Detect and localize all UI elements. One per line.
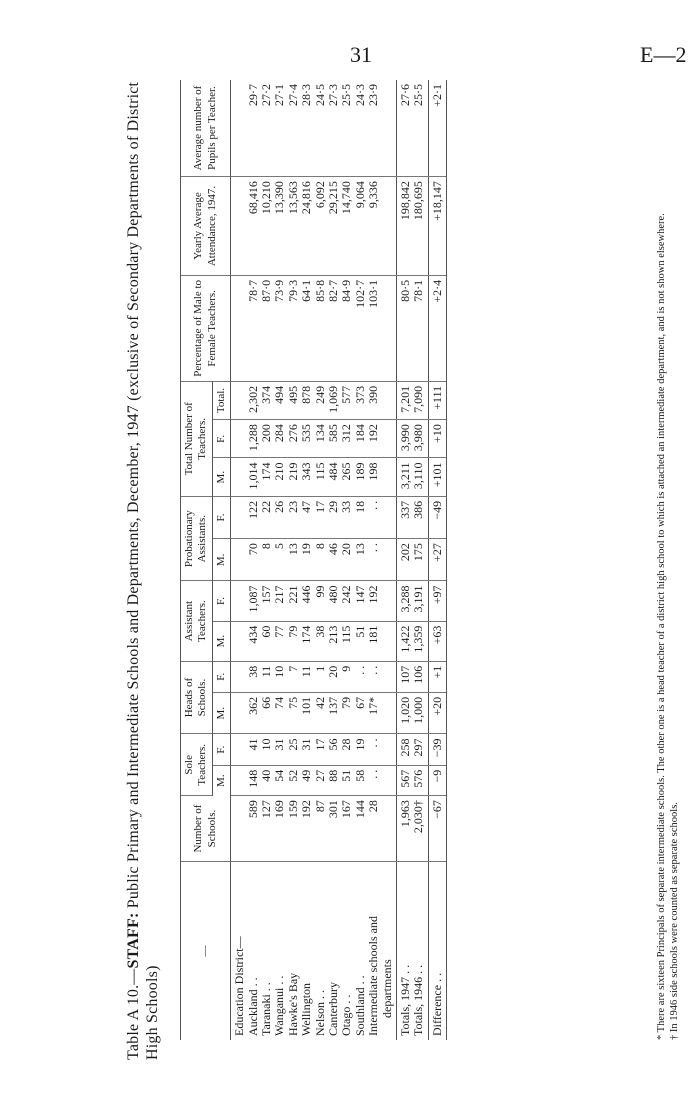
total-f-column [231, 420, 397, 458]
district-names [231, 862, 397, 1041]
table-cell: 42 [312, 696, 327, 709]
total-t-column [231, 381, 397, 419]
sub-header-f: F. [212, 496, 230, 538]
totals-prob-m [396, 539, 428, 581]
table-cell: 2,030† [411, 800, 426, 834]
table-cell: 75 [285, 696, 300, 709]
table-cell: 202 [397, 543, 412, 562]
sole-m-column [231, 765, 397, 795]
table-cell: 17 [312, 500, 327, 513]
table-cell: 567 [397, 769, 412, 788]
asst-m-column [231, 621, 397, 661]
table-cell: 157 [259, 585, 273, 604]
table-cell: 3,990 [397, 424, 412, 452]
table-cell: 38 [312, 625, 327, 638]
table-cell: 249 [312, 385, 327, 404]
table-cell: 7,201 [397, 385, 412, 413]
table-cell: 494 [272, 385, 287, 404]
totals-pupils [396, 80, 428, 177]
table-cell: 198,842 [397, 181, 412, 221]
table-cell: 1,288 [245, 424, 260, 452]
table-cell: 242 [339, 585, 354, 604]
table-cell: 1,963 [397, 800, 412, 828]
table-cell: 6,092 [312, 181, 327, 209]
table-cell: 337 [397, 500, 412, 519]
spacer [233, 586, 246, 617]
sub-header-total: Total. [212, 381, 230, 419]
table-cell: Auckland . . [245, 977, 260, 1036]
table-cell: Wellington [299, 982, 314, 1036]
table-cell: 31 [272, 738, 287, 751]
attendance-header: Yearly Average Attendance, 1947. [181, 177, 231, 276]
table-cell: 77 [272, 625, 287, 638]
table-cell: 19 [352, 738, 367, 751]
table-cell: 2,302 [245, 385, 260, 413]
spacer [233, 386, 246, 415]
footnote-dagger: † In 1946 side schools were counted as separate schools. [669, 802, 680, 1040]
title-bold: STAFF: [125, 912, 142, 969]
table-cell: . . [366, 543, 381, 553]
table-cell: 13,390 [272, 181, 287, 215]
district-name: departments [379, 959, 394, 1018]
report-reference: E—2 [640, 42, 687, 67]
table-cell: 79 [339, 696, 354, 709]
table-cell: 17* [366, 696, 381, 715]
difference-sole-f: −39 [428, 734, 446, 765]
table-cell: 495 [285, 385, 300, 404]
title-prefix: Table A 10.— [125, 968, 142, 1060]
sole-f-column [231, 734, 397, 765]
table-cell: 480 [325, 585, 340, 604]
table-cell: 29,215 [325, 181, 340, 215]
table-cell: 88 [325, 769, 340, 782]
difference-row [428, 80, 446, 1040]
totals-heads-m [396, 692, 428, 734]
table-cell: 167 [339, 800, 354, 819]
table-cell: 54 [272, 769, 287, 782]
pct-column [231, 275, 397, 381]
spacer [233, 666, 246, 688]
difference-asst-f: +97 [428, 581, 446, 621]
table-cell: 115 [339, 625, 354, 644]
table-cell: Totals, 1947 . . [397, 964, 412, 1036]
table-title [124, 70, 162, 1060]
spacer [233, 697, 246, 730]
table-cell: . . [366, 738, 381, 748]
table-cell: 147 [352, 585, 367, 604]
table-cell: 5 [272, 543, 287, 550]
table-cell: 51 [352, 625, 367, 638]
table-cell: 23 [285, 500, 300, 513]
prob-m-column [231, 539, 397, 581]
table-cell: 390 [366, 385, 381, 404]
spacer [233, 501, 246, 534]
sub-header-m: M. [212, 765, 230, 795]
difference-heads-m: +20 [428, 692, 446, 734]
difference-asst-m: +63 [428, 621, 446, 661]
table-cell: 73·9 [272, 279, 287, 302]
table-cell: 29·7 [245, 84, 260, 106]
table-cell: 85·8 [312, 279, 327, 302]
table-cell: Wanganui . . [272, 975, 287, 1036]
table-cell: 24,816 [299, 181, 314, 215]
table-cell: 276 [285, 424, 300, 443]
table-cell: 47 [299, 500, 314, 513]
table-cell: 1 [312, 665, 327, 672]
table-cell: 13 [285, 543, 300, 556]
table-cell: Nelson . . [312, 990, 327, 1036]
spacer [233, 800, 246, 857]
spacer [233, 84, 246, 172]
table-cell: 99 [312, 585, 327, 598]
table-cell: 29 [325, 500, 340, 513]
asst-f-column [231, 581, 397, 621]
table-cell: 1,087 [245, 585, 260, 613]
footnote-asterisk: * There are sixteen Principals of separate intermediate schools. The other one is a head teacher of a district high school to which is attached an intermediate department, and is not shown elsewhere. [656, 213, 667, 1040]
table-cell: 127 [259, 800, 273, 819]
table-cell: Canterbury [325, 982, 340, 1036]
table-cell: 74 [272, 696, 287, 709]
table-cell: 27·1 [272, 84, 287, 106]
table-cell: 213 [325, 625, 340, 644]
table-cell: 102·7 [352, 279, 367, 308]
table-cell: 301 [325, 800, 340, 819]
table-cell: 27·6 [397, 84, 412, 106]
table-cell: 27·4 [285, 84, 300, 106]
table-cell: 56 [325, 738, 340, 751]
pupils-column [231, 80, 397, 177]
table-cell: 192 [366, 424, 381, 443]
table-cell: 79·3 [285, 279, 300, 302]
table-cell: 484 [325, 462, 340, 481]
table-cell: 70 [245, 543, 260, 556]
spacer [233, 280, 246, 377]
table-cell: 9 [339, 665, 354, 672]
table-cell: 115 [312, 462, 327, 481]
table-cell: 174 [299, 625, 314, 644]
difference-prob-m: +27 [428, 539, 446, 581]
totals-labels [396, 862, 428, 1041]
heads-header: Heads of Schools. [181, 661, 213, 734]
table-cell: 169 [272, 800, 287, 819]
table-cell: 13,563 [285, 181, 300, 215]
spacer [233, 424, 246, 453]
footnotes [655, 80, 681, 1040]
table-cell: 33 [339, 500, 354, 513]
table-cell: 8 [312, 543, 327, 550]
table-cell: 41 [245, 738, 260, 751]
table-cell: 8 [259, 543, 273, 550]
table-cell: 122 [245, 500, 260, 519]
table-cell: 82·7 [325, 279, 340, 302]
table-cell: 24·5 [312, 84, 327, 106]
table-cell: 24·3 [352, 84, 367, 106]
table-cell: 3,980 [411, 424, 426, 452]
table-cell: 17 [312, 738, 327, 751]
table-cell: 3,211 [397, 462, 412, 490]
sub-header-m: M. [212, 539, 230, 581]
sub-header-f: F. [212, 420, 230, 458]
sub-header-f: F. [212, 581, 230, 621]
table-cell: 386 [411, 500, 426, 519]
table-cell: 200 [259, 424, 273, 443]
table-cell: 11 [299, 665, 314, 678]
table-cell: 175 [411, 543, 426, 562]
table-cell: 174 [259, 462, 273, 481]
difference-heads-f: +1 [428, 661, 446, 692]
district-name: Intermediate schools and [366, 916, 381, 1036]
table-cell: 374 [259, 385, 273, 404]
sub-header-m: M. [212, 458, 230, 496]
table-cell: 20 [339, 543, 354, 556]
table-cell: 9,064 [352, 181, 367, 209]
table-cell: 78·1 [411, 279, 426, 302]
table-cell: 66 [259, 696, 273, 709]
table-cell: 25 [285, 738, 300, 751]
table-cell: 446 [299, 585, 314, 604]
table-cell: Hawke's Bay [285, 972, 300, 1036]
table-cell: . . [366, 769, 381, 779]
staff-table [180, 80, 447, 1040]
total-m-column [231, 458, 397, 496]
table-cell: 18 [352, 500, 367, 513]
table-cell: 23·9 [366, 84, 381, 106]
difference-tot-t: +111 [428, 381, 446, 419]
sole-header: Sole Teachers. [181, 734, 213, 796]
difference-pct: +2·4 [428, 275, 446, 381]
table-cell: 79 [285, 625, 300, 638]
totals-tot-t [396, 381, 428, 419]
table-cell: 7 [285, 665, 300, 672]
table-cell: 19 [299, 543, 314, 556]
totals-asst-f [396, 581, 428, 621]
table-cell: 217 [272, 585, 287, 604]
table-cell: 181 [366, 625, 381, 644]
table-cell: 134 [312, 424, 327, 443]
table-cell: 46 [325, 543, 340, 556]
table-cell: 25·5 [411, 84, 426, 106]
heads-m-column [231, 692, 397, 734]
difference-prob-f: −49 [428, 496, 446, 538]
table-cell: 535 [299, 424, 314, 443]
table-cell: 219 [285, 462, 300, 481]
spacer [233, 738, 246, 760]
table-cell: 28 [366, 800, 381, 813]
table-cell: 1,069 [325, 385, 340, 413]
page-number: 31 [350, 42, 372, 67]
difference-sole-m: −9 [428, 765, 446, 795]
table-cell: 103·1 [366, 279, 381, 308]
table-cell: 38 [245, 665, 260, 678]
difference-schools: −67 [428, 796, 446, 862]
table-cell: 210 [272, 462, 287, 481]
table-cell: Southland . . [352, 975, 367, 1036]
rotated-table-page [110, 60, 690, 1080]
table-cell: 67 [352, 696, 367, 709]
table-cell: 28 [339, 738, 354, 751]
totals-attendance [396, 177, 428, 276]
table-cell: 159 [285, 800, 300, 819]
table-cell: 1,422 [397, 625, 412, 653]
table-cell: 1,359 [411, 625, 426, 653]
district-heading: Education District— [232, 936, 247, 1036]
table-cell: 84·9 [339, 279, 354, 302]
totals-schools [396, 796, 428, 862]
heads-f-column [231, 661, 397, 692]
table-cell: 51 [339, 769, 354, 782]
table-cell: 10,210 [259, 181, 273, 215]
table-cell: 11 [259, 665, 273, 678]
table-cell: 7,090 [411, 385, 426, 413]
district-rows [231, 80, 397, 1040]
assistant-header: Assistant Teachers. [181, 581, 213, 661]
table-cell: 14,740 [339, 181, 354, 215]
difference-tot-f: +10 [428, 420, 446, 458]
table-cell: 258 [397, 738, 412, 757]
table-cell: 101 [299, 696, 314, 715]
table-cell: 576 [411, 769, 426, 788]
spacer [233, 543, 246, 576]
table-cell: 60 [259, 625, 273, 638]
table-cell: 78·7 [245, 279, 260, 302]
sub-header-f: F. [212, 661, 230, 692]
table-cell: 265 [339, 462, 354, 481]
attendance-column [231, 177, 397, 276]
table-cell: 10 [272, 665, 287, 678]
table-cell: Totals, 1946 . . [411, 964, 426, 1036]
table-cell: 68,416 [245, 181, 260, 215]
sub-header-m: M. [212, 621, 230, 661]
table-cell: 87 [312, 800, 327, 813]
table-cell: 87·0 [259, 279, 273, 302]
table-cell: 585 [325, 424, 340, 443]
totals-sole-f [396, 734, 428, 765]
totals-prob-f [396, 496, 428, 538]
difference-pupils: +2·1 [428, 80, 446, 177]
totals-tot-m [396, 458, 428, 496]
table-cell: 3,110 [411, 462, 426, 490]
table-cell: 434 [245, 625, 260, 644]
difference-tot-m: +101 [428, 458, 446, 496]
totals-rows [396, 80, 428, 1040]
totals-heads-f [396, 661, 428, 692]
table-cell: 284 [272, 424, 287, 443]
total-header: Total Number of Teachers. [181, 381, 213, 496]
sub-header-f: F. [212, 734, 230, 765]
totals-asst-m [396, 621, 428, 661]
table-cell: 52 [285, 769, 300, 782]
table-cell: 137 [325, 696, 340, 715]
pupils-header: Average number of Pupils per Teacher. [181, 80, 231, 177]
difference-attendance: +18,147 [428, 177, 446, 276]
spacer [233, 626, 246, 657]
table-cell: 58 [352, 769, 367, 782]
table-cell: . . [352, 665, 367, 675]
table-cell: 180,695 [411, 181, 426, 221]
table-cell: 25·5 [339, 84, 354, 106]
table-cell: 373 [352, 385, 367, 404]
table-cell: 297 [411, 738, 426, 757]
table-cell: 13 [352, 543, 367, 556]
table-cell: 107 [397, 665, 412, 684]
table-cell: . . [366, 665, 381, 675]
pct-header: Percentage of Male to Female Teachers. [181, 275, 231, 381]
schools-column [231, 796, 397, 862]
schools-header: Number of Schools. [181, 796, 231, 862]
table-cell: 878 [299, 385, 314, 404]
table-cell: 106 [411, 665, 426, 684]
table-cell: 3,191 [411, 585, 426, 613]
table-cell: 312 [339, 424, 354, 443]
sub-header-m: M. [212, 692, 230, 734]
table-cell: 28·3 [299, 84, 314, 106]
table-cell: 26 [272, 500, 287, 513]
table-cell: 189 [352, 462, 367, 481]
difference-label: Difference . . [428, 862, 446, 1041]
table-cell: 31 [299, 738, 314, 751]
table-cell: 80·5 [397, 279, 412, 302]
table-cell: Taranaki . . [259, 982, 273, 1036]
prob-f-column [231, 496, 397, 538]
table-cell: 148 [245, 769, 260, 788]
table-cell: 9,336 [366, 181, 381, 209]
table-cell: 198 [366, 462, 381, 481]
table-cell: 343 [299, 462, 314, 481]
spacer [233, 770, 246, 791]
table-cell: 1,020 [397, 696, 412, 724]
probationary-header: Probationary Assistants. [181, 496, 213, 581]
table-cell: 192 [299, 800, 314, 819]
table-cell: 1,014 [245, 462, 260, 490]
table-cell: 40 [259, 769, 273, 782]
table-cell: 27·2 [259, 84, 273, 106]
stub-header: — [181, 862, 231, 1041]
table-cell: 589 [245, 800, 260, 819]
table-cell: 221 [285, 585, 300, 604]
table-cell: 22 [259, 500, 273, 513]
table-cell: 144 [352, 800, 367, 819]
table-cell: 3,288 [397, 585, 412, 613]
table-cell: 27·3 [325, 84, 340, 106]
table-cell: 49 [299, 769, 314, 782]
table-cell: 1,000 [411, 696, 426, 724]
table-cell: 184 [352, 424, 367, 443]
table-cell: 10 [259, 738, 273, 751]
spacer [233, 181, 246, 271]
table-cell: . . [366, 500, 381, 510]
totals-tot-f [396, 420, 428, 458]
table-cell: 64·1 [299, 279, 314, 302]
table-cell: 362 [245, 696, 260, 715]
spacer [233, 463, 246, 492]
title-text: Public Primary and Intermediate Schools and Departments, December, 1947 (exclusive of Secondary Departments of District High Schools) [125, 81, 161, 1060]
table-cell: 577 [339, 385, 354, 404]
table-cell: 20 [325, 665, 340, 678]
totals-pct [396, 275, 428, 381]
totals-sole-m [396, 765, 428, 795]
table-cell: 192 [366, 585, 381, 604]
table-cell: 27 [312, 769, 327, 782]
table-cell: Otago . . [339, 994, 354, 1036]
